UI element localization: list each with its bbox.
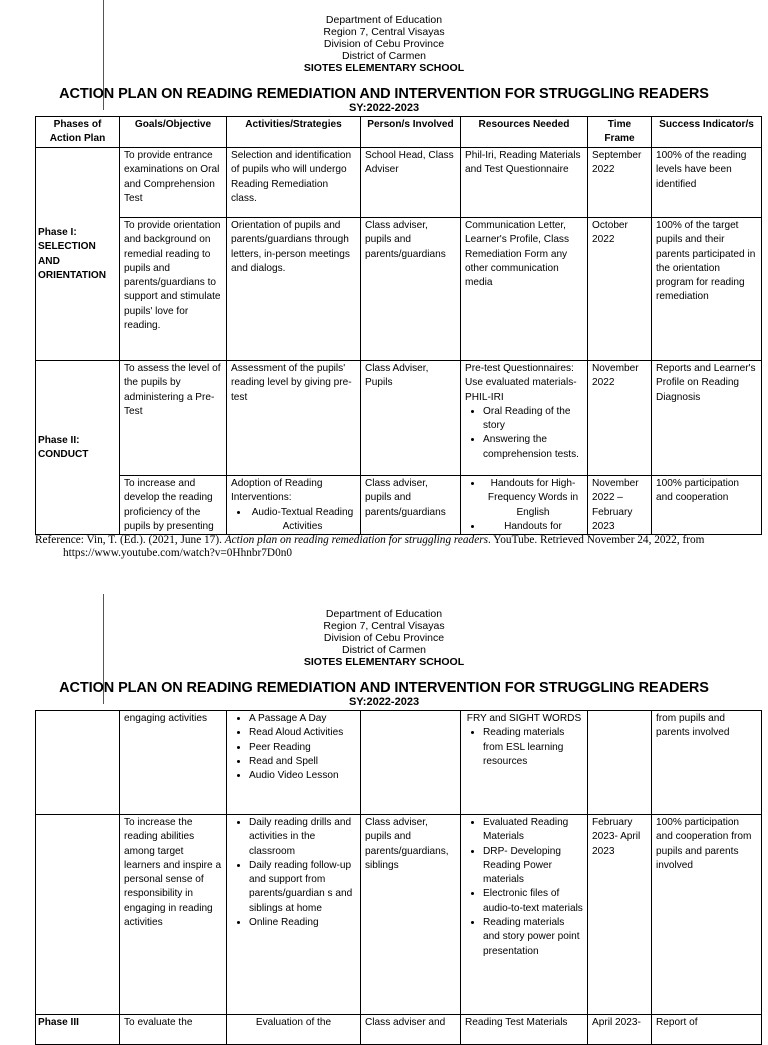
phase-cell: Phase I: SELECTION AND ORIENTATION (36, 148, 120, 361)
resources-list (465, 405, 583, 462)
time-cell (588, 711, 652, 815)
activity-list (231, 816, 356, 930)
table-row (36, 476, 762, 535)
indicator-cell: Reports and Learner's Profile on Reading Diagnosis (652, 361, 762, 476)
resources-cell: Communication Letter, Learner's Profile, Class Remediation Form any other communication media (461, 218, 588, 361)
col-header-indicator: Success Indicator/s (652, 117, 762, 148)
reference-citation (35, 534, 765, 560)
col-header-activities: Activities/Strategies (227, 117, 361, 148)
table-row (36, 711, 762, 815)
indicator-cell: 100% participation and cooperation from pupils and parents involved (652, 815, 762, 1015)
list-item: • Reading materials and story power point presentation (483, 916, 583, 959)
header-region: Region 7, Central Visayas (323, 620, 445, 632)
indicator-cell: from pupils and parents involved (652, 711, 762, 815)
goal-cell: To evaluate the (120, 1015, 227, 1045)
activity-cell (227, 476, 361, 535)
list-item: • DRP- Developing Reading Power materials (483, 845, 583, 888)
resources-cell (461, 361, 588, 476)
header-region: Region 7, Central Visayas (323, 26, 445, 38)
action-plan-table (35, 116, 762, 535)
activity-intro: Adoption of Reading Interventions: (231, 478, 323, 504)
indicator-cell: 100% of the reading levels have been identified (652, 148, 762, 218)
table-row (36, 361, 762, 476)
activity-cell: Selection and identification of pupils who will undergo Reading Remediation class. (227, 148, 361, 218)
resources-cell: Phil-Iri, Reading Materials and Test Questionnaire (461, 148, 588, 218)
persons-cell: Class adviser and (361, 1015, 461, 1045)
persons-cell: School Head, Class Adviser (361, 148, 461, 218)
resources-cell: Reading Test Materials (461, 1015, 588, 1045)
list-item: • Audio Video Lesson (249, 769, 356, 783)
document-page-2 (0, 594, 768, 1028)
col-header-goals: Goals/Objective (120, 117, 227, 148)
list-item: • Handouts for High-Frequency Words in English (483, 477, 583, 520)
table-row (36, 148, 762, 218)
goal-cell: To increase the reading abilities among target learners and inspire a personal sense of responsibility in engaging in reading activities (120, 815, 227, 1015)
activity-cell: Evaluation of the (227, 1015, 361, 1045)
header-school: SIOTES ELEMENTARY SCHOOL (303, 656, 465, 668)
phase-cell (36, 815, 120, 1015)
header-district: District of Carmen (341, 644, 426, 656)
letterhead (0, 14, 768, 74)
time-cell: November 2022 (588, 361, 652, 476)
header-school: SIOTES ELEMENTARY SCHOOL (303, 62, 465, 74)
letterhead (0, 608, 768, 668)
header-department: Department of Education (325, 14, 443, 26)
phase-cell: Phase III (36, 1015, 120, 1045)
resources-cell (461, 711, 588, 815)
header-district: District of Carmen (341, 50, 426, 62)
goal-cell: To provide entrance examinations on Oral and Comprehension Test (120, 148, 227, 218)
goal-cell: To assess the level of the pupils by administering a Pre-Test (120, 361, 227, 476)
document-title: ACTION PLAN ON READING REMEDIATION AND INTERVENTION FOR STRUGGLING READERS (59, 86, 709, 102)
goal-cell: To increase and develop the reading proficiency of the pupils by presenting (120, 476, 227, 535)
goal-cell: To provide orientation and background on remedial reading to pupils and parents/guardians to support and stimulate pupils' love for reading. (120, 218, 227, 361)
col-header-persons: Person/s Involved (361, 117, 461, 148)
list-item: • Read Aloud Activities (249, 726, 356, 740)
phase-cell (36, 711, 120, 815)
school-year: SY:2022-2023 (348, 102, 420, 114)
resources-cell (461, 476, 588, 535)
resources-intro: Pre-test Questionnaires: Use evaluated materials- PHIL-IRI (465, 363, 577, 403)
list-item: • Electronic files of audio-to-text materials (483, 887, 583, 916)
list-item: • Answering the comprehension tests. (483, 433, 583, 462)
resources-list (465, 816, 583, 959)
time-cell: February 2023- April 2023 (588, 815, 652, 1015)
col-header-resources: Resources Needed (461, 117, 588, 148)
persons-cell: Class adviser, pupils and parents/guardians (361, 476, 461, 535)
reference-suffix: . YouTube. Retrieved November 24, 2022, from (488, 534, 705, 546)
indicator-cell: 100% of the target pupils and their parents participated in the orientation program for reading remediation (652, 218, 762, 361)
activity-list (231, 712, 356, 783)
header-division: Division of Cebu Province (323, 632, 445, 644)
list-item: • A Passage A Day (249, 712, 356, 726)
activity-cell (227, 711, 361, 815)
resources-list (465, 726, 583, 769)
indicator-cell: Report of (652, 1015, 762, 1045)
list-item: • Read and Spell (249, 755, 356, 769)
table-header-row (36, 117, 762, 148)
activity-cell: Assessment of the pupils' reading level by giving pre-test (227, 361, 361, 476)
time-cell: October 2022 (588, 218, 652, 361)
reference-title: Action plan on reading remediation for struggling readers (224, 534, 489, 546)
time-cell: November 2022 – February 2023 (588, 476, 652, 535)
table-row (36, 815, 762, 1015)
time-cell: April 2023- (588, 1015, 652, 1045)
persons-cell: Class adviser, pupils and parents/guardians, siblings (361, 815, 461, 1015)
persons-cell: Class adviser, pupils and parents/guardians (361, 218, 461, 361)
header-department: Department of Education (325, 608, 443, 620)
list-item: • Oral Reading of the story (483, 405, 583, 434)
indicator-cell: 100% participation and cooperation (652, 476, 762, 535)
school-year: SY:2022-2023 (348, 696, 420, 708)
table-row (36, 218, 762, 361)
reference-prefix: Reference: Vin, T. (Ed.). (2021, June 17). (35, 534, 225, 546)
list-item: • Handouts for (483, 520, 583, 534)
resources-continued: FRY and SIGHT WORDS (466, 713, 582, 724)
list-item: • Daily reading drills and activities in the classroom (249, 816, 356, 859)
list-item: • Online Reading (249, 916, 356, 930)
resources-list (465, 477, 583, 534)
list-item: • Reading materials from ESL learning resources (483, 726, 583, 769)
list-item: • Peer Reading (249, 741, 356, 755)
resources-cell (461, 815, 588, 1015)
phase-cell: Phase II: CONDUCT (36, 361, 120, 535)
time-cell: September 2022 (588, 148, 652, 218)
goal-cell: engaging activities (120, 711, 227, 815)
table-row (36, 1015, 762, 1045)
persons-cell (361, 711, 461, 815)
activity-cell (227, 815, 361, 1015)
col-header-time: Time Frame (588, 117, 652, 148)
activity-list (231, 506, 356, 535)
list-item: • Evaluated Reading Materials (483, 816, 583, 845)
action-plan-table-continued (35, 710, 762, 1045)
persons-cell: Class Adviser, Pupils (361, 361, 461, 476)
activity-cell: Orientation of pupils and parents/guardians through letters, in-person meetings and dialogs. (227, 218, 361, 361)
reference-url[interactable]: https://www.youtube.com/watch?v=0Hhnbr7D0n0 (63, 547, 293, 559)
document-title: ACTION PLAN ON READING REMEDIATION AND INTERVENTION FOR STRUGGLING READERS (59, 680, 709, 696)
list-item: • Audio-Textual Reading Activities (249, 506, 356, 535)
header-division: Division of Cebu Province (323, 38, 445, 50)
list-item: • Daily reading follow-up and support from parents/guardian s and siblings at home (249, 859, 356, 916)
col-header-phase: Phases of Action Plan (36, 117, 120, 148)
